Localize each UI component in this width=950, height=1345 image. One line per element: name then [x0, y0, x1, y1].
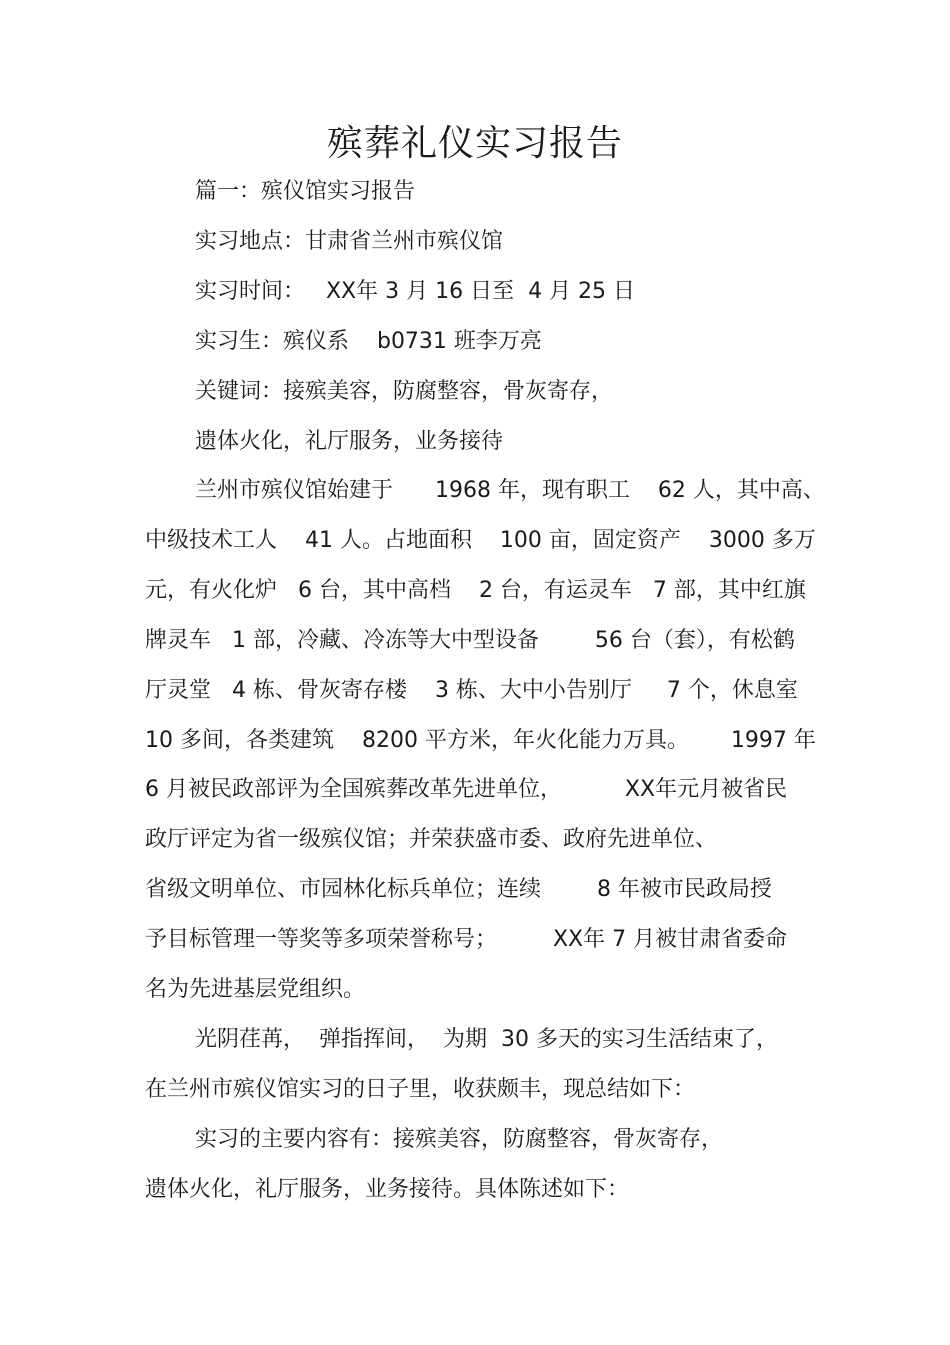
text-line: 厅灵堂 4 栋、骨灰寄存楼 3 栋、大中小告别厅 7 个，休息室 [145, 678, 798, 703]
text-line: 6 月被民政部评为全国殡葬改革先进单位， XX年元月被省民 [145, 777, 788, 802]
text-line: 政厅评定为省一级殡仪馆；并荣获盛市委、政府先进单位、 [145, 827, 718, 852]
text-line: 10 多间，各类建筑 8200 平方米，年火化能力万具。 1997 年 [145, 728, 816, 753]
text-line: 元，有火化炉 6 台，其中高档 2 台，有运灵车 7 部，其中红旗 [145, 578, 806, 603]
text-line: 光阴荏苒， 弹指挥间， 为期 30 多天的实习生活结束了， [195, 1027, 778, 1052]
text-line: 实习的主要内容有：接殡美容，防腐整容，骨灰寄存， [195, 1127, 724, 1152]
text-line: 篇一：殡仪馆实习报告 [195, 179, 416, 204]
text-line: 牌灵车 1 部，冷藏、冷冻等大中型设备 56 台（套），有松鹤 [145, 628, 795, 653]
text-line: 名为先进基层党组织。 [145, 977, 366, 1002]
text-line: 遗体火化，礼厅服务，业务接待 [195, 429, 504, 454]
text-line: 实习地点：甘肃省兰州市殡仪馆 [195, 229, 504, 254]
text-line: 中级技术工人 41 人。占地面积 100 亩，固定资产 3000 多万 [145, 528, 816, 553]
text-line: 予目标管理一等奖等多项荣誉称号； XX年 7 月被甘肃省委命 [145, 927, 788, 952]
text-line: 实习时间： XX年 3 月 16 日至 4 月 25 日 [195, 279, 636, 304]
text-line: 在兰州市殡仪馆实习的日子里，收获颇丰，现总结如下： [145, 1077, 696, 1102]
document-title: 殡葬礼仪实习报告 [326, 123, 623, 164]
text-line: 兰州市殡仪馆始建于 1968 年，现有职工 62 人，其中高、 [195, 478, 825, 503]
text-line: 遗体火化，礼厅服务，业务接待。具体陈述如下： [145, 1177, 630, 1202]
text-line: 省级文明单位、市园林化标兵单位；连续 8 年被市民政局授 [145, 877, 772, 902]
text-line: 关键词：接殡美容，防腐整容，骨灰寄存， [195, 379, 614, 404]
text-line: 实习生：殡仪系 b0731 班李万亮 [195, 329, 542, 354]
